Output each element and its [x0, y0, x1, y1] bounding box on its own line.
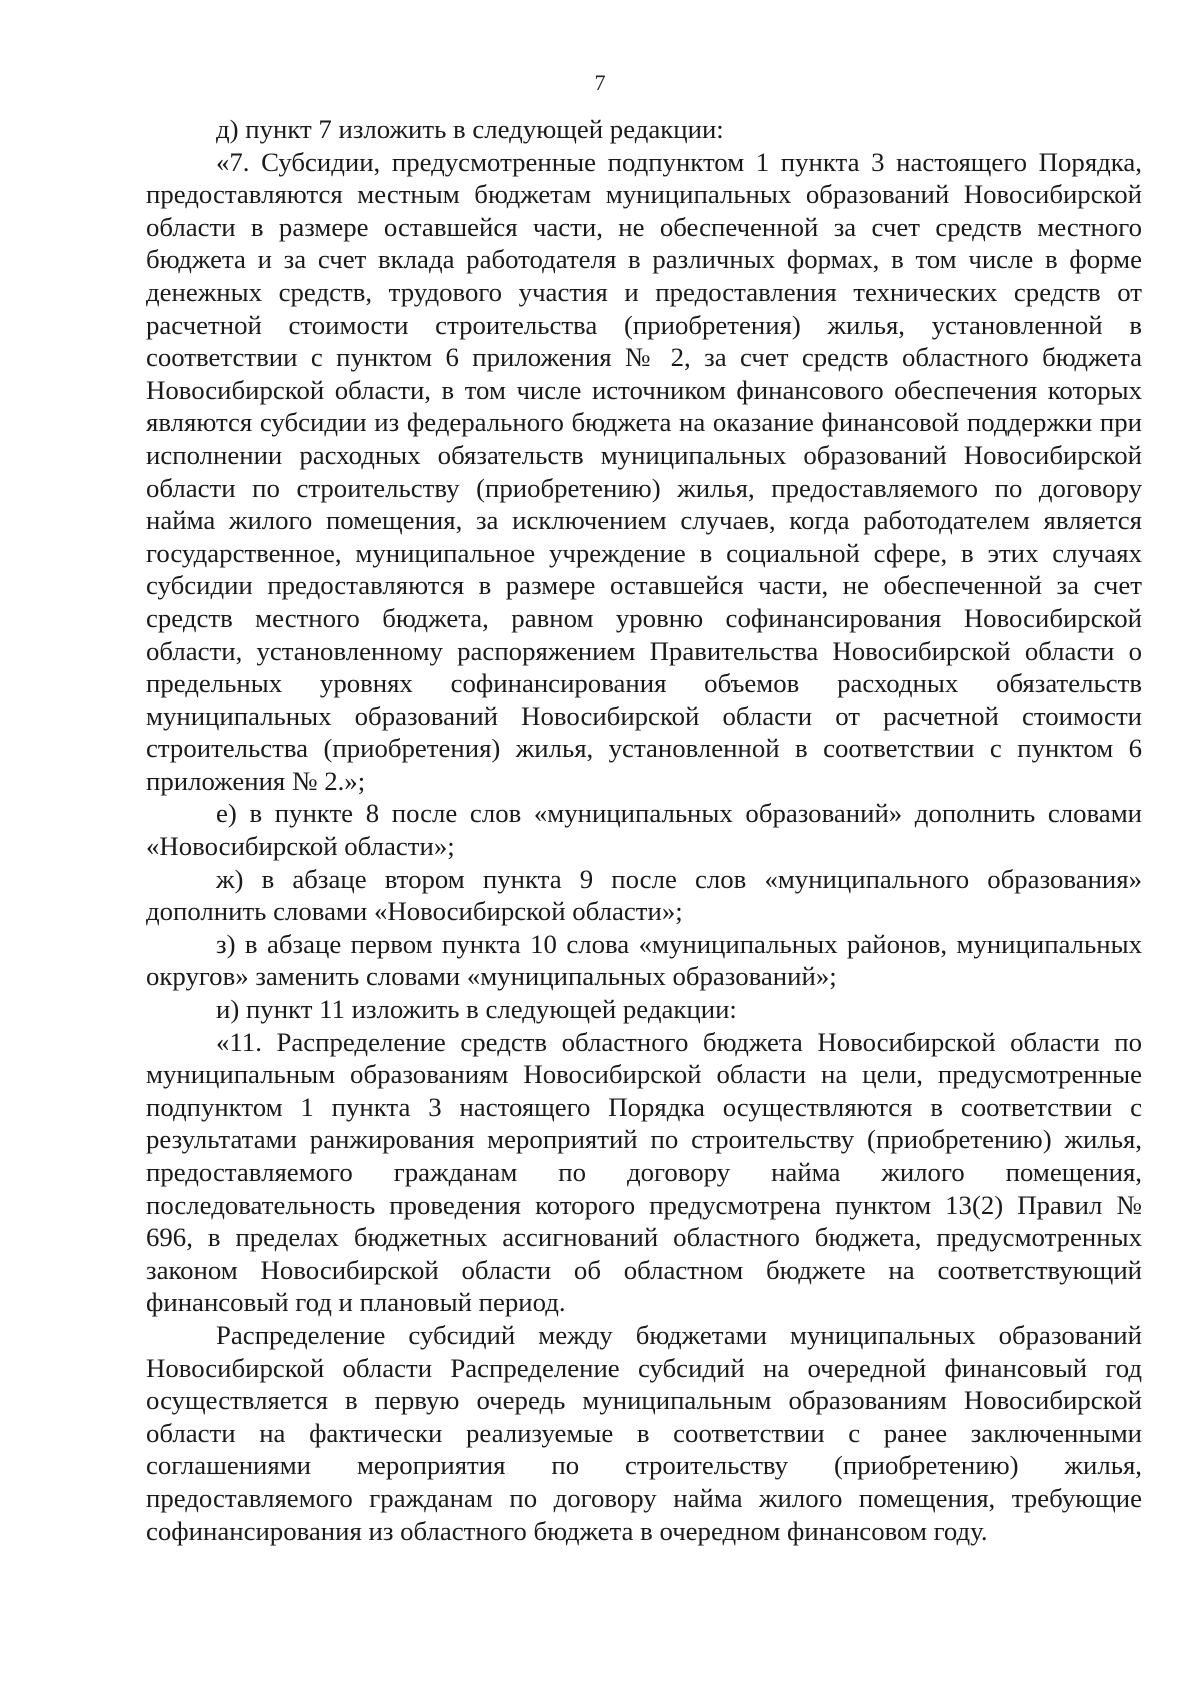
paragraph-item-e: е) в пункте 8 после слов «муниципальных образований» дополнить словами «Новосибирской области»;: [146, 798, 1142, 862]
paragraph-distribution: Распределение субсидий между бюджетами муниципальных образований Новосибирской области Распределение субсидий на очередной финансовый год осуществляется в первую очередь муниципальным образованиям Новосибирской области на фактически реализуемые в соответствии с ранее заключенными соглашениями мероприятия по строительству (приобретению) жилья, предоставляемого гражданам по договору найма жилого помещения, требующие софинансирования из областного бюджета в очередном финансовом году.: [146, 1319, 1142, 1546]
paragraph-item-d: д) пункт 7 изложить в следующей редакции:: [216, 114, 724, 144]
paragraph-clause-11: «11. Распределение средств областного бюджета Новосибирской области по муниципальным образованиям Новосибирской области на цели, предусмотренные подпунктом 1 пункта 3 настоящего Порядка осуществляются в соответствии с результатами ранжирования мероприятий по строительству (приобретению) жилья, предоставляемого гражданам по договору найма жилого помещения, последовательность проведения которого предусмотрена пунктом 13(2) Правил № 696, в пределах бюджетных ассигнований областного бюджета, предусмотренных законом Новосибирской области об областном бюджете на соответствующий финансовый год и плановый период.: [146, 1026, 1142, 1318]
paragraph-clause-7: «7. Субсидии, предусмотренные подпунктом 1 пункта 3 настоящего Порядка, предоставляются местным бюджетам муниципальных образований Новосибирской области в размере оставшейся части, не обеспеченной за счет средств местного бюджета и за счет вклада работодателя в различных формах, в том числе в форме денежных средств, трудового участия и предоставления технических средств от расчетной стоимости строительства (приобретения) жилья, установленной в соответствии с пунктом 6 приложения № 2, за счет средств областного бюджета Новосибирской области, в том числе источником финансового обеспечения которых являются субсидии из федерального бюджета на оказание финансовой поддержки при исполнении расходных обязательств муниципальных образований Новосибирской области по строительству (приобретению) жилья, предоставляемого по договору найма жилого помещения, за исключением случаев, когда работодателем является государственное, муниципальное учреждение в социальной сфере, в этих случаях субсидии предоставляются в размере оставшейся части, не обеспеченной за счет средств местного бюджета, равном уровню софинансирования Новосибирской области, установленному распоряжением Правительства Новосибирской области о предельных уровнях софинансирования объемов расходных обязательств муниципальных образований Новосибирской области от расчетной стоимости строительства (приобретения) жилья, установленной в соответствии с пунктом 6 приложения № 2.»;: [146, 146, 1142, 796]
page-number: 7: [594, 70, 606, 95]
paragraph-item-zh: ж) в абзаце втором пункта 9 после слов «муниципального образования» дополнить словами «Новосибирской области»;: [146, 863, 1142, 927]
document-body: [146, 113, 1142, 1547]
paragraph-item-z: з) в абзаце первом пункта 10 слова «муниципальных районов, муниципальных округов» заменить словами «муниципальных образований»;: [146, 928, 1142, 992]
paragraph-item-i: и) пункт 11 изложить в следующей редакции:: [216, 994, 737, 1025]
